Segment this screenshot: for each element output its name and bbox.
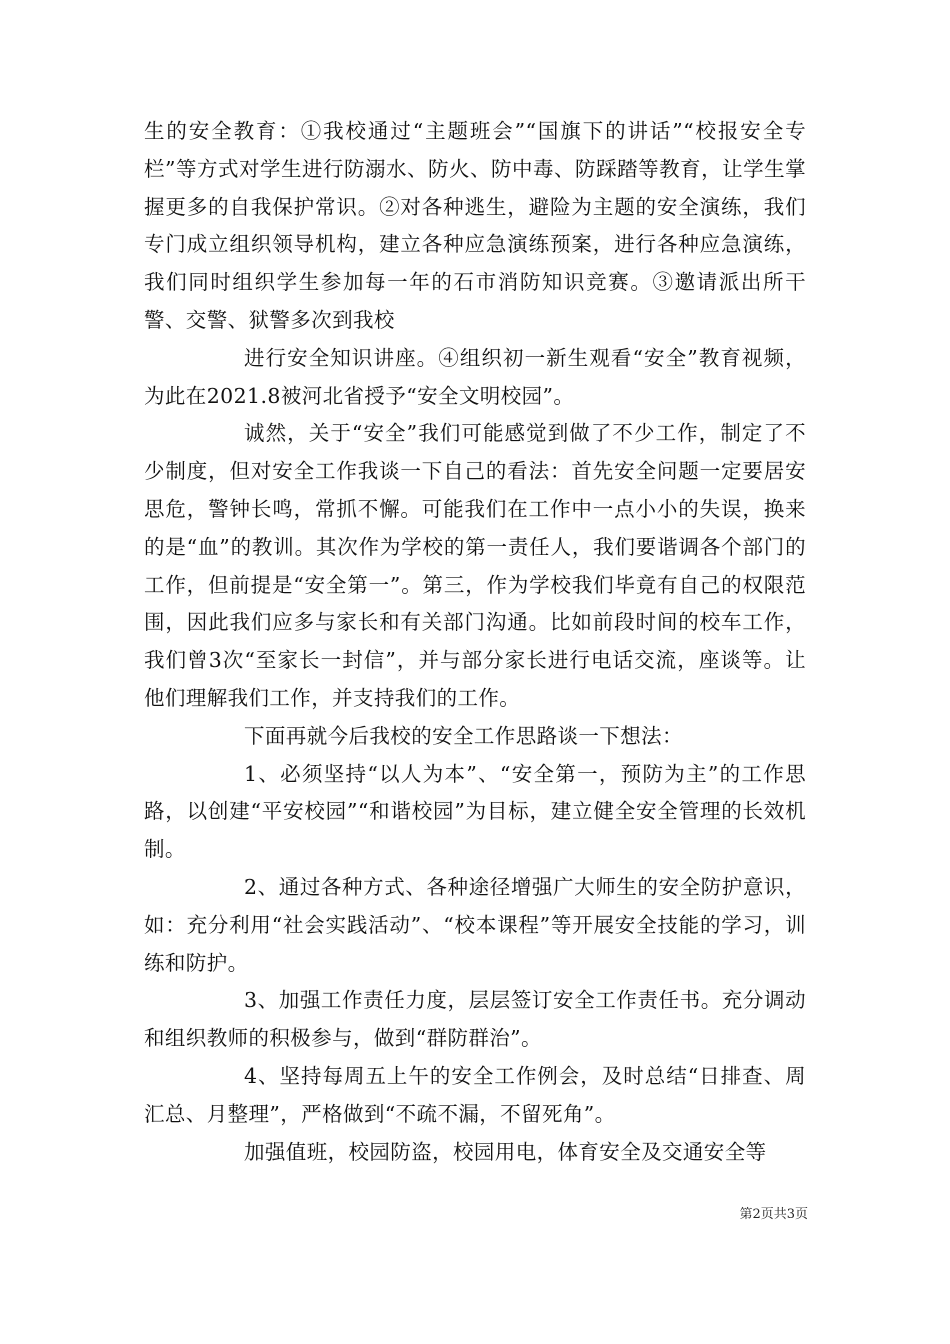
paragraph-safety-education: 生的安全教育：①我校通过“主题班会”“国旗下的讲话”“校报安全专栏”等方式对学生进行防溺水、防火、防中毒、防踩踏等教育，让学生掌握更多的自我保护常识。②对各种逃生，避险为主题的安全演练，我们专门成立组织领导机构，建立各种应急演练预案，进行各种应急演练，我们同时组织学生参加每一年的石市消防知识竞赛。③邀请派出所干警、交警、狱警多次到我校 bbox=[144, 119, 806, 332]
paragraph-plan-item-4: 4、坚持每周五上午的安全工作例会，及时总结“日排查、周汇总、月整理”，严格做到“不疏不漏，不留死角”。 bbox=[144, 1063, 806, 1126]
paragraph-plan-item-2: 2、通过各种方式、各种途径增强广大师生的安全防护意识，如：充分利用“社会实践活动”、“校本课程”等开展安全技能的学习，训练和防护。 bbox=[144, 874, 806, 975]
document-body bbox=[144, 113, 806, 1171]
paragraph-future-plan-intro: 下面再就今后我校的安全工作思路谈一下想法： bbox=[244, 723, 683, 748]
paragraph-opinion: 诚然，关于“安全”我们可能感觉到做了不少工作，制定了不少制度，但对安全工作我谈一下自己的看法：首先安全问题一定要居安思危，警钟长鸣，常抓不懈。可能我们在工作中一点小小的失误，换来的是“血”的教训。其次作为学校的第一责任人，我们要谐调各个部门的工作，但前提是“安全第一”。第三，作为学校我们毕竟有自己的权限范围，因此我们应多与家长和有关部门沟通。比如前段时间的校车工作，我们曾3次“至家长一封信”，并与部分家长进行电话交流，座谈等。让他们理解我们工作，并支持我们的工作。 bbox=[144, 421, 806, 710]
paragraph-plan-item-3: 3、加强工作责任力度，层层签订安全工作责任书。充分调动和组织教师的积极参与，做到“群防群治”。 bbox=[144, 988, 806, 1051]
paragraph-plan-item-1: 1、必须坚持“以人为本”、“安全第一，预防为主”的工作思路，以创建“平安校园”“和谐校园”为目标，建立健全安全管理的长效机制。 bbox=[144, 761, 806, 862]
paragraph-duty-continued: 加强值班，校园防盗，校园用电，体育安全及交通安全等 bbox=[244, 1139, 767, 1164]
page-number-footer: 第2页共3页 bbox=[739, 1207, 808, 1222]
paragraph-safety-lecture: 进行安全知识讲座。④组织初一新生观看“安全”教育视频，为此在2021.8被河北省授予“安全文明校园”。 bbox=[144, 345, 806, 408]
